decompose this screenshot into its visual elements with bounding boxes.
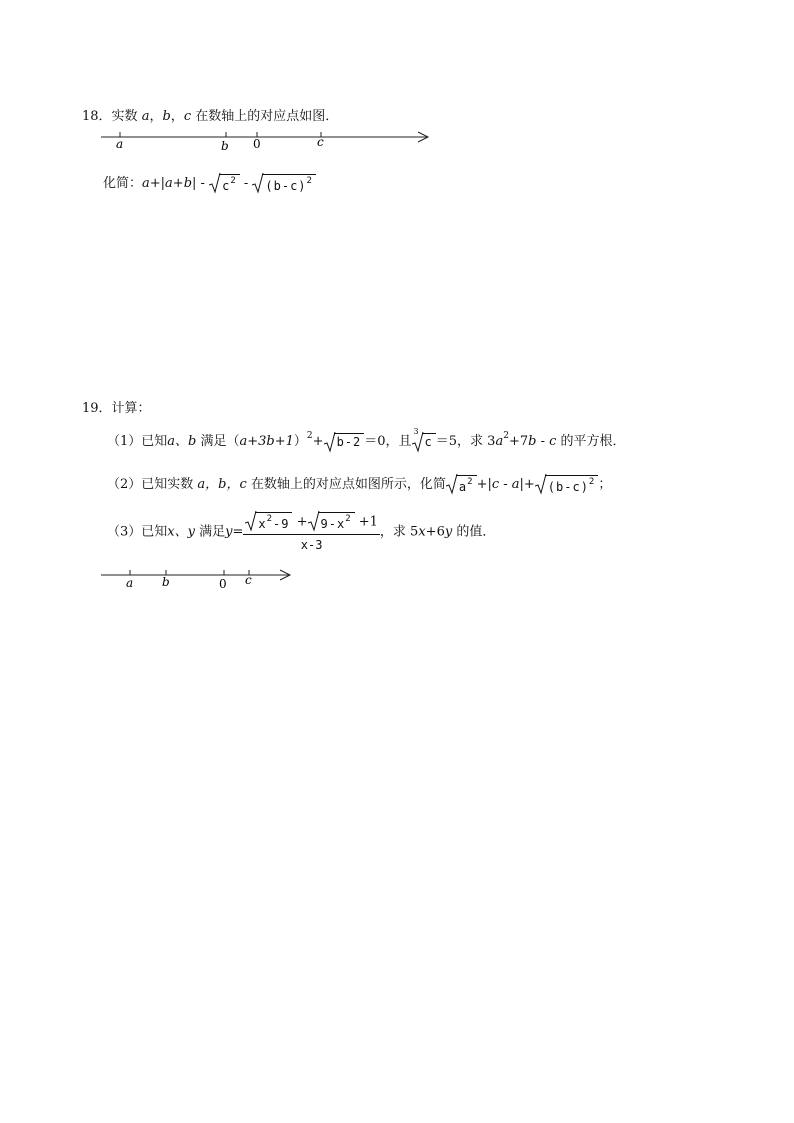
q19-p1-tail: 的平方根． bbox=[556, 434, 626, 449]
q18-rad2-exp: 2 bbox=[306, 175, 313, 186]
q18-label-c: c bbox=[317, 135, 324, 149]
q19-p1-rest2: - bbox=[536, 434, 550, 449]
q19-p2-mid: 在数轴上的对应点如图所示，化简 bbox=[246, 477, 446, 492]
q19-p3-plus6: +6 bbox=[425, 524, 445, 540]
q19-p3-num-rad1: x bbox=[258, 517, 267, 531]
q19-p3-fraction bbox=[243, 512, 380, 552]
q19-title-text: 计算： bbox=[111, 401, 151, 416]
q18-var-b: b bbox=[162, 109, 171, 124]
q19-p1-expr: a+3b+1 bbox=[239, 434, 294, 449]
q19-p3-num-rad2-exp: 2 bbox=[345, 514, 352, 524]
q19-p2-abs: +|c - a|+ bbox=[476, 477, 535, 492]
q19-p2-rad1-exp: 2 bbox=[467, 476, 474, 487]
q19-p3-num-rad2: 9-x bbox=[320, 517, 346, 531]
q19-part1 bbox=[107, 427, 626, 450]
q19-p2-rad2-exp: 2 bbox=[588, 476, 596, 487]
q19-p3-denominator: x-3 bbox=[300, 538, 323, 552]
q19-p3-vars: x、y bbox=[167, 524, 195, 540]
q18-stem-post: 在数轴上的对应点如图． bbox=[191, 109, 339, 124]
q19-p1-rest1: +7 bbox=[508, 434, 529, 449]
q19-p3-y2: y bbox=[444, 524, 453, 540]
q19-label-0: 0 bbox=[219, 577, 227, 591]
q19-p2-label: （2）已知实数 bbox=[107, 477, 198, 492]
q19-p1-cube-rad: c bbox=[422, 433, 436, 449]
q19-p3-sqrt-1 bbox=[245, 512, 292, 532]
q18-rad1-exp: 2 bbox=[230, 175, 237, 186]
q19-p1-close: ） bbox=[293, 434, 307, 449]
q19-p3-x: x bbox=[418, 524, 426, 540]
q19-p1-label: （1）已知 bbox=[107, 434, 168, 449]
q19-label-a: a bbox=[126, 576, 134, 590]
q19-p3-num-rad1-rest: -9 bbox=[273, 517, 290, 531]
q19-p3-num-plus: + bbox=[292, 514, 308, 530]
q18-sqrt-1 bbox=[209, 174, 240, 194]
q18-label-b: b bbox=[221, 139, 229, 153]
q19-p3-tail-pre: ，求 5 bbox=[379, 524, 419, 540]
q19-p3-num-rad1-exp: 2 bbox=[266, 514, 274, 524]
q18-minus1: - bbox=[196, 176, 210, 191]
q19-p3-numerator bbox=[243, 512, 380, 535]
q18-number-line bbox=[95, 128, 435, 154]
q18-label-0: 0 bbox=[253, 137, 261, 151]
q18-simplify bbox=[103, 172, 316, 194]
q18-expr-a: a bbox=[142, 176, 150, 191]
q19-part3 bbox=[107, 512, 495, 552]
q19-p1-cube-index: 3 bbox=[413, 427, 419, 436]
q19-p2-sqrt-2 bbox=[535, 475, 599, 495]
q19-p1-eq0: ＝0，且 bbox=[364, 434, 412, 449]
q19-p3-mid: 满足 bbox=[194, 524, 226, 540]
q19-p3-eq: = bbox=[232, 524, 244, 540]
q19-p3-tail: 的值． bbox=[452, 524, 496, 540]
q18-expr-abs: +|a+b| bbox=[149, 176, 197, 191]
q19-p1-cuberoot bbox=[412, 427, 436, 450]
q19-p3-label: （3）已知 bbox=[107, 524, 168, 540]
q19-number-line bbox=[97, 567, 297, 593]
q18-simplify-label: 化简： bbox=[103, 176, 143, 191]
q18-var-c: c bbox=[183, 109, 192, 124]
q19-p1-sqrt bbox=[324, 433, 365, 450]
q19-p1-b: b bbox=[528, 434, 537, 449]
q19-p2-rad2: (b-c) bbox=[547, 479, 589, 494]
q18-rad1: c bbox=[222, 178, 231, 193]
q19-label-b: b bbox=[162, 575, 170, 589]
q19-title bbox=[82, 397, 151, 416]
q19-p1-c: c bbox=[549, 434, 557, 449]
q18-stem-pre: 实数 bbox=[111, 109, 142, 124]
q18-stem: 18．实数 a，b，c 在数轴上的对应点如图． bbox=[82, 109, 339, 124]
q18-label-a: a bbox=[116, 137, 124, 151]
q19-p3-y: y bbox=[225, 524, 233, 540]
q19-number: 19． bbox=[82, 401, 112, 416]
q19-p3-sqrt-2 bbox=[308, 512, 355, 532]
q19-p1-vars: a、b bbox=[167, 434, 197, 449]
q19-p1-eq5: ＝5，求 3 bbox=[435, 434, 496, 449]
q19-p1-a-exp: 2 bbox=[503, 431, 509, 441]
q19-p2-tail: ； bbox=[598, 477, 612, 492]
q19-p1-plus: + bbox=[312, 434, 324, 449]
q19-p1-rad: b-2 bbox=[334, 433, 365, 449]
q19-label-c: c bbox=[245, 573, 252, 587]
q19-p1-exp: 2 bbox=[306, 431, 313, 441]
q18-rad2: (b-c) bbox=[265, 178, 307, 193]
q19-p2-rad1: a bbox=[458, 479, 468, 494]
q18-minus2: - bbox=[239, 176, 253, 191]
q19-p1-a: a bbox=[495, 434, 504, 449]
q19-p2-vars: a，b，c bbox=[197, 477, 247, 492]
q19-p3-num-tail: +1 bbox=[354, 514, 378, 530]
q18-number: 18． bbox=[82, 109, 112, 124]
q18-var-a: a bbox=[141, 109, 150, 124]
q19-part2 bbox=[107, 473, 611, 495]
q19-p2-sqrt-1 bbox=[446, 475, 477, 495]
q19-p1-mid: 满足（ bbox=[196, 434, 240, 449]
q18-sqrt-2 bbox=[252, 174, 316, 194]
